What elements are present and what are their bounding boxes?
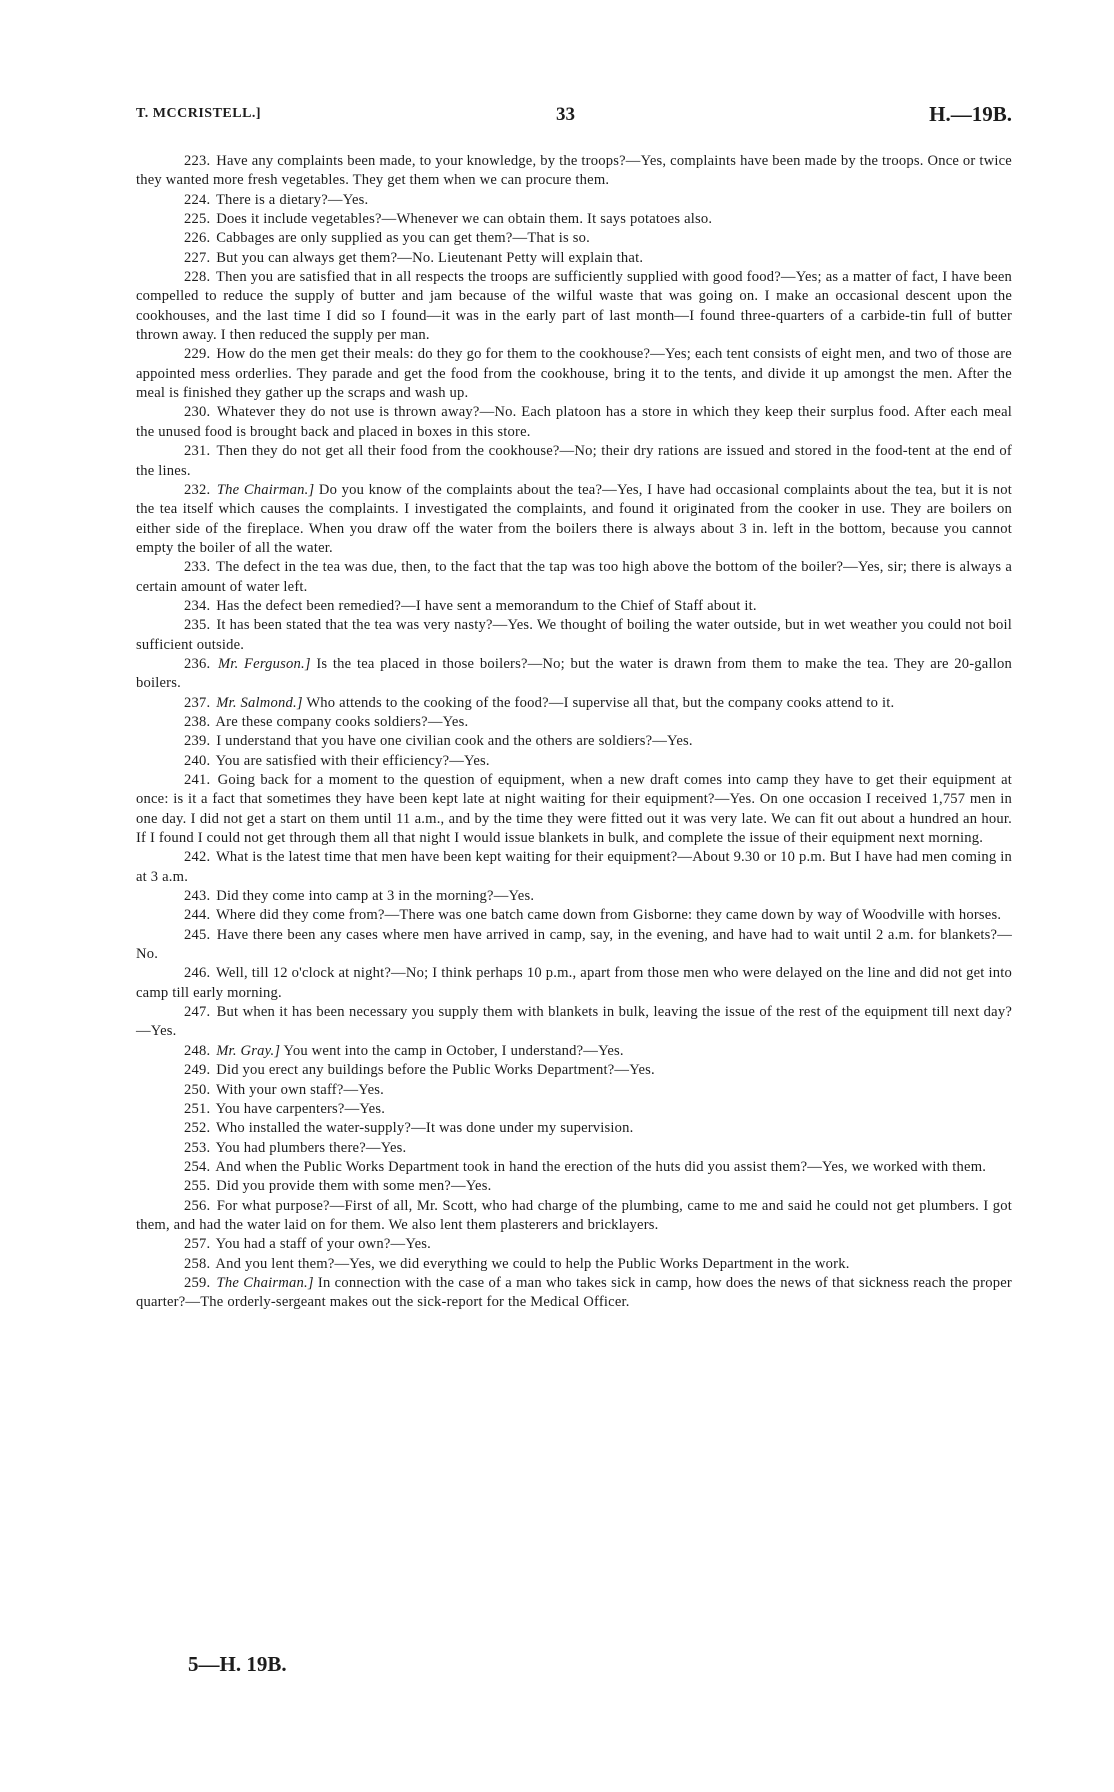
transcript-paragraph <box>136 229 1012 248</box>
question-number: 246. <box>184 965 211 982</box>
transcript-paragraph <box>136 616 1012 655</box>
question-number: 230. <box>184 404 211 421</box>
transcript-paragraph <box>136 906 1012 925</box>
question-number: 256. <box>184 1197 211 1214</box>
paragraph-text: You have carpenters?—Yes. <box>215 1100 386 1117</box>
transcript-paragraph <box>136 1003 1012 1042</box>
paragraph-text: Did they come into camp at 3 in the morning?—Yes. <box>216 888 535 905</box>
paragraph-text: Then you are satisfied that in all respects the troops are sufficiently supplied with good food?—Yes; as a matter of fact, I have been compelled to reduce the supply of butter and jam because of the wilful waste that was going on. I make an occasional descent upon the cookhouses, and the last time I did so I found—it was in the early part of last month—I found three-quarters of a carbide-tin full of butter thrown away. I then reduced the supply per man. <box>136 269 1012 344</box>
paragraph-text: But you can always get them?—No. Lieutenant Petty will explain that. <box>216 249 644 266</box>
speaker-name: The Chairman.] <box>216 1274 314 1291</box>
paragraph-text: Have any complaints been made, to your knowledge, by the troops?—Yes, complaints have been made by the troops. Once or twice they wanted more fresh vegetables. They get them when we can procure them. <box>136 153 1012 189</box>
question-number: 226. <box>184 230 211 247</box>
question-number: 258. <box>184 1255 211 1272</box>
transcript-paragraph <box>136 597 1012 616</box>
transcript-paragraph <box>136 694 1012 713</box>
transcript-paragraph <box>136 887 1012 906</box>
question-number: 225. <box>184 211 211 228</box>
question-number: 259. <box>184 1274 211 1291</box>
question-number: 242. <box>184 849 211 866</box>
paragraph-text: You had plumbers there?—Yes. <box>215 1139 407 1156</box>
question-number: 257. <box>184 1236 211 1253</box>
paragraph-text: Then they do not get all their food from the cookhouse?—No; their dry rations are issued and stored in the food-tent at the end of the lines. <box>136 443 1012 479</box>
transcript-paragraph <box>136 848 1012 887</box>
speaker-name: Mr. Gray.] <box>216 1042 281 1059</box>
question-number: 228. <box>184 269 211 286</box>
question-number: 238. <box>184 713 211 730</box>
transcript-paragraph <box>136 268 1012 345</box>
transcript-paragraph <box>136 191 1012 210</box>
paragraph-text: I understand that you have one civilian cook and the others are soldiers?—Yes. <box>216 733 693 750</box>
transcript-paragraph <box>136 732 1012 751</box>
question-number: 224. <box>184 191 211 208</box>
question-number: 240. <box>184 752 211 769</box>
paragraph-text: Where did they come from?—There was one batch came down from Gisborne: they came down by way of Woodville with horses. <box>215 907 1002 924</box>
printer-signature: 5—H. 19B. <box>188 1652 287 1676</box>
paragraph-text: Who installed the water-supply?—It was done under my supervision. <box>215 1120 634 1137</box>
transcript-paragraph <box>136 345 1012 403</box>
question-number: 235. <box>184 617 211 634</box>
question-number: 251. <box>184 1100 211 1117</box>
transcript-paragraph <box>136 1255 1012 1274</box>
transcript-paragraph <box>136 752 1012 771</box>
paragraph-text: Going back for a moment to the question of equipment, when a new draft comes into camp they have to get their equipment at once: is it a fact that sometimes they have been kept late at night waiting for their equipment?—Yes. On one occasion I received 1,757 men in one day. I did not get a start on them until 11 a.m., and by the time they were fitted out it was very late. We can fit out about a hundred an hour. If I found I could not get through them all that night I would issue blankets in bulk, and complete the issue of their equipment next morning. <box>136 772 1012 847</box>
document-reference: H.—19B. <box>929 102 1012 126</box>
paragraph-text: What is the latest time that men have been kept waiting for their equipment?—About 9.30 or 10 p.m. But I have had men coming in at 3 a.m. <box>136 849 1012 885</box>
paragraph-text: And when the Public Works Department took in hand the erection of the huts did you assist them?—Yes, we worked with them. <box>215 1158 987 1175</box>
question-number: 241. <box>184 772 211 788</box>
transcript-paragraph <box>136 1197 1012 1236</box>
paragraph-text: And you lent them?—Yes, we did everything we could to help the Public Works Department in the work. <box>215 1255 850 1272</box>
transcript-paragraph <box>136 558 1012 597</box>
paragraph-text: Do you know of the complaints about the tea?—Yes, I have had occasional complaints about the tea, but it is not the tea itself which causes the complaints. I investigated the complaints, and found it originated from the cooker in use. They are boilers on either side of the fireplace. When you draw off the water from the boilers there is always about 3 in. left in the bottom, because you cannot empty the boiler of all the water. <box>136 481 1012 556</box>
paragraph-text: Did you provide them with some men?—Yes. <box>216 1178 492 1195</box>
paragraph-text: Well, till 12 o'clock at night?—No; I think perhaps 10 p.m., apart from those men who were delayed on the line and did not get into camp till early morning. <box>136 965 1012 1001</box>
question-number: 234. <box>184 597 211 614</box>
paragraph-text: The defect in the tea was due, then, to the fact that the tap was too high above the bottom of the boiler?—Yes, sir; there is always a certain amount of water left. <box>136 559 1012 595</box>
transcript-paragraph <box>136 1235 1012 1254</box>
question-number: 232. <box>184 481 211 498</box>
question-number: 244. <box>184 907 211 924</box>
question-number: 253. <box>184 1139 211 1156</box>
transcript-paragraph <box>136 210 1012 229</box>
paragraph-text: Are these company cooks soldiers?—Yes. <box>215 713 469 730</box>
transcript-paragraph <box>136 1119 1012 1138</box>
paragraph-text: Does it include vegetables?—Whenever we can obtain them. It says potatoes also. <box>216 211 713 228</box>
header-witness-name: T. MCCRISTELL.] <box>136 106 262 121</box>
question-number: 247. <box>184 1004 211 1021</box>
transcript-paragraph <box>136 713 1012 732</box>
transcript-paragraph <box>136 1177 1012 1196</box>
question-number: 227. <box>184 249 211 266</box>
question-number: 239. <box>184 733 211 750</box>
transcript-paragraph <box>136 771 1012 848</box>
question-number: 252. <box>184 1120 211 1137</box>
paragraph-text: Have there been any cases where men have arrived in camp, say, in the evening, and have had to wait until 2 a.m. for blankets?—No. <box>136 926 1012 963</box>
page-header <box>136 104 1012 128</box>
paragraph-text: There is a dietary?—Yes. <box>215 191 369 208</box>
paragraph-text: You are satisfied with their efficiency?—Yes. <box>215 752 490 769</box>
question-number: 243. <box>184 888 211 905</box>
transcript-paragraph <box>136 1139 1012 1158</box>
transcript-paragraph <box>136 1274 1012 1313</box>
question-number: 245. <box>184 926 211 943</box>
question-number: 237. <box>184 694 211 711</box>
paragraph-text: Has the defect been remedied?—I have sent a memorandum to the Chief of Staff about it. <box>216 597 757 614</box>
transcript-paragraph <box>136 403 1012 442</box>
question-number: 249. <box>184 1062 211 1079</box>
transcript-paragraph <box>136 1081 1012 1100</box>
speaker-name: Mr. Salmond.] <box>216 694 303 711</box>
transcript-paragraph <box>136 1061 1012 1080</box>
transcript-paragraph <box>136 442 1012 481</box>
transcript-paragraph <box>136 152 1012 191</box>
question-number: 223. <box>184 153 211 169</box>
transcript-paragraph <box>136 1042 1012 1061</box>
transcript-paragraph <box>136 1100 1012 1119</box>
page-number: 33 <box>556 104 575 125</box>
question-number: 254. <box>184 1158 211 1175</box>
paragraph-text: It has been stated that the tea was very nasty?—Yes. We thought of boiling the water outside, but in wet weather you could not boil sufficient outside. <box>136 617 1012 653</box>
transcript-paragraph <box>136 1158 1012 1177</box>
transcript-paragraph <box>136 249 1012 268</box>
paragraph-text: How do the men get their meals: do they go for them to the cookhouse?—Yes; each tent consists of eight men, and two of those are appointed mess orderlies. They parade and get the food from the cookhouse, bring it to the tents, and divide it up amongst the men. After the meal is finished they gather up the scraps and wash up. <box>136 346 1012 402</box>
paragraph-text: You had a staff of your own?—Yes. <box>215 1236 432 1253</box>
question-number: 231. <box>184 443 211 460</box>
transcript-paragraph <box>136 926 1012 965</box>
paragraph-text: For what purpose?—First of all, Mr. Scott, who had charge of the plumbing, came to me and said he could not get plumbers. I got them, and had the water laid on for them. We also lent them plasterers and bricklayers. <box>136 1197 1012 1233</box>
transcript-paragraph <box>136 481 1012 558</box>
paragraph-text: Who attends to the cooking of the food?—I supervise all that, but the company cooks attend to it. <box>306 694 895 711</box>
paragraph-text: But when it has been necessary you supply them with blankets in bulk, leaving the issue of the rest of the equipment till next day?—Yes. <box>136 1004 1012 1040</box>
paragraph-text: You went into the camp in October, I understand?—Yes. <box>283 1042 624 1059</box>
paragraph-text: Whatever they do not use is thrown away?—No. Each platoon has a store in which they keep their surplus food. After each meal the unused food is brought back and placed in boxes in this store. <box>136 404 1012 440</box>
question-number: 255. <box>184 1178 211 1195</box>
speaker-name: The Chairman.] <box>216 481 315 498</box>
paragraph-text: Did you erect any buildings before the Public Works Department?—Yes. <box>216 1062 655 1079</box>
question-number: 250. <box>184 1081 211 1098</box>
question-number: 236. <box>184 655 211 672</box>
question-number: 233. <box>184 559 211 576</box>
transcript-paragraph <box>136 964 1012 1003</box>
transcript-paragraph <box>136 655 1012 694</box>
question-number: 248. <box>184 1042 211 1059</box>
paragraph-text: In connection with the case of a man who takes sick in camp, how does the news of that sickness reach the proper quarter?—The orderly-sergeant makes out the sick-report for the Medical Officer. <box>136 1274 1012 1311</box>
question-number: 229. <box>184 346 211 363</box>
transcript-body <box>136 152 1012 1313</box>
paragraph-text: Is the tea placed in those boilers?—No; but the water is drawn from them to make the tea. They are 20-gallon boilers. <box>136 655 1012 692</box>
paragraph-text: With your own staff?—Yes. <box>215 1081 384 1098</box>
speaker-name: Mr. Ferguson.] <box>217 655 311 672</box>
paragraph-text: Cabbages are only supplied as you can get them?—That is so. <box>216 230 590 247</box>
